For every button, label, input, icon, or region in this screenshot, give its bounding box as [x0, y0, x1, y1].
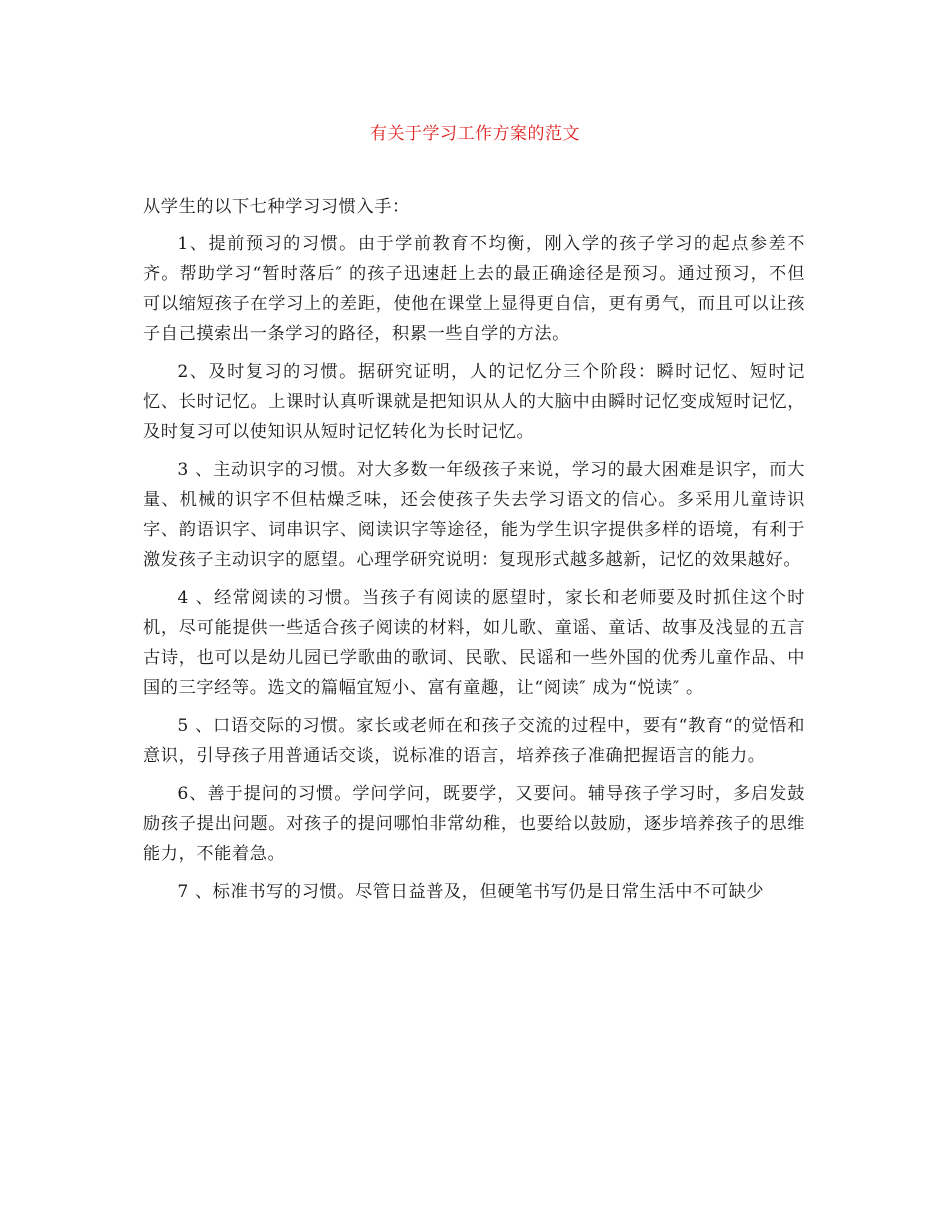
paragraph-habit-1: 1、提前预习的习惯。由于学前教育不均衡，刚入学的孩子学习的起点参差不齐。帮助学习“暂时落后″ 的孩子迅速赶上去的最正确途径是预习。通过预习，不但可以缩短孩子在学习上的差距，使他在课堂上显得更自信，更有勇气，而且可以让孩子自己摸索出一条学习的路径，积累一些自学的方法。	[143, 234, 805, 344]
paragraph-habit-3: 3 、主动识字的习惯。对大多数一年级孩子来说，学习的最大困难是识字，而大量、机械的识字不但枯燥乏味，还会使孩子失去学习语文的信心。多采用儿童诗识字、韵语识字、词串识字、阅读识字等途径，能为学生识字提供多样的语境，有利于激发孩子主动识字的愿望。心理学研究说明：复现形式越多越新，记忆的效果越好。	[143, 460, 805, 570]
intro-text: 从学生的以下七种学习习惯入手：	[143, 197, 410, 217]
paragraph-habit-5: 5 、口语交际的习惯。家长或老师在和孩子交流的过程中，要有“教育“的觉悟和意识，引导孩子用普通话交谈，说标准的语言，培养孩子准确把握语言的能力。	[143, 716, 805, 766]
document-body	[143, 192, 805, 915]
page-title: 有关于学习工作方案的范文	[370, 124, 580, 144]
paragraph-habit-2: 2、及时复习的习惯。据研究证明，人的记忆分三个阶段：瞬时记忆、短时记忆、长时记忆。上课时认真听课就是把知识从人的大脑中由瞬时记忆变成短时记忆，及时复习可以使知识从短时记忆转化为长时记忆。	[143, 362, 805, 442]
paragraph-habit-4: 4 、经常阅读的习惯。当孩子有阅读的愿望时，家长和老师要及时抓住这个时机，尽可能提供一些适合孩子阅读的材料，如儿歌、童谣、童话、故事及浅显的五言古诗，也可以是幼儿园已学歌曲的歌词、民歌、民谣和一些外国的优秀儿童作品、中国的三字经等。选文的篇幅宜短小、富有童趣，让“阅读″ 成为“悦读″ 。	[143, 588, 805, 698]
paragraph-habit-6: 6、善于提问的习惯。学问学问，既要学，又要问。辅导孩子学习时，多启发鼓励孩子提出问题。对孩子的提问哪怕非常幼稚，也要给以鼓励，逐步培养孩子的思维能力，不能着急。	[143, 784, 805, 864]
paragraph-habit-7: 7 、标准书写的习惯。尽管日益普及，但硬笔书写仍是日常生活中不可缺少	[177, 882, 765, 902]
